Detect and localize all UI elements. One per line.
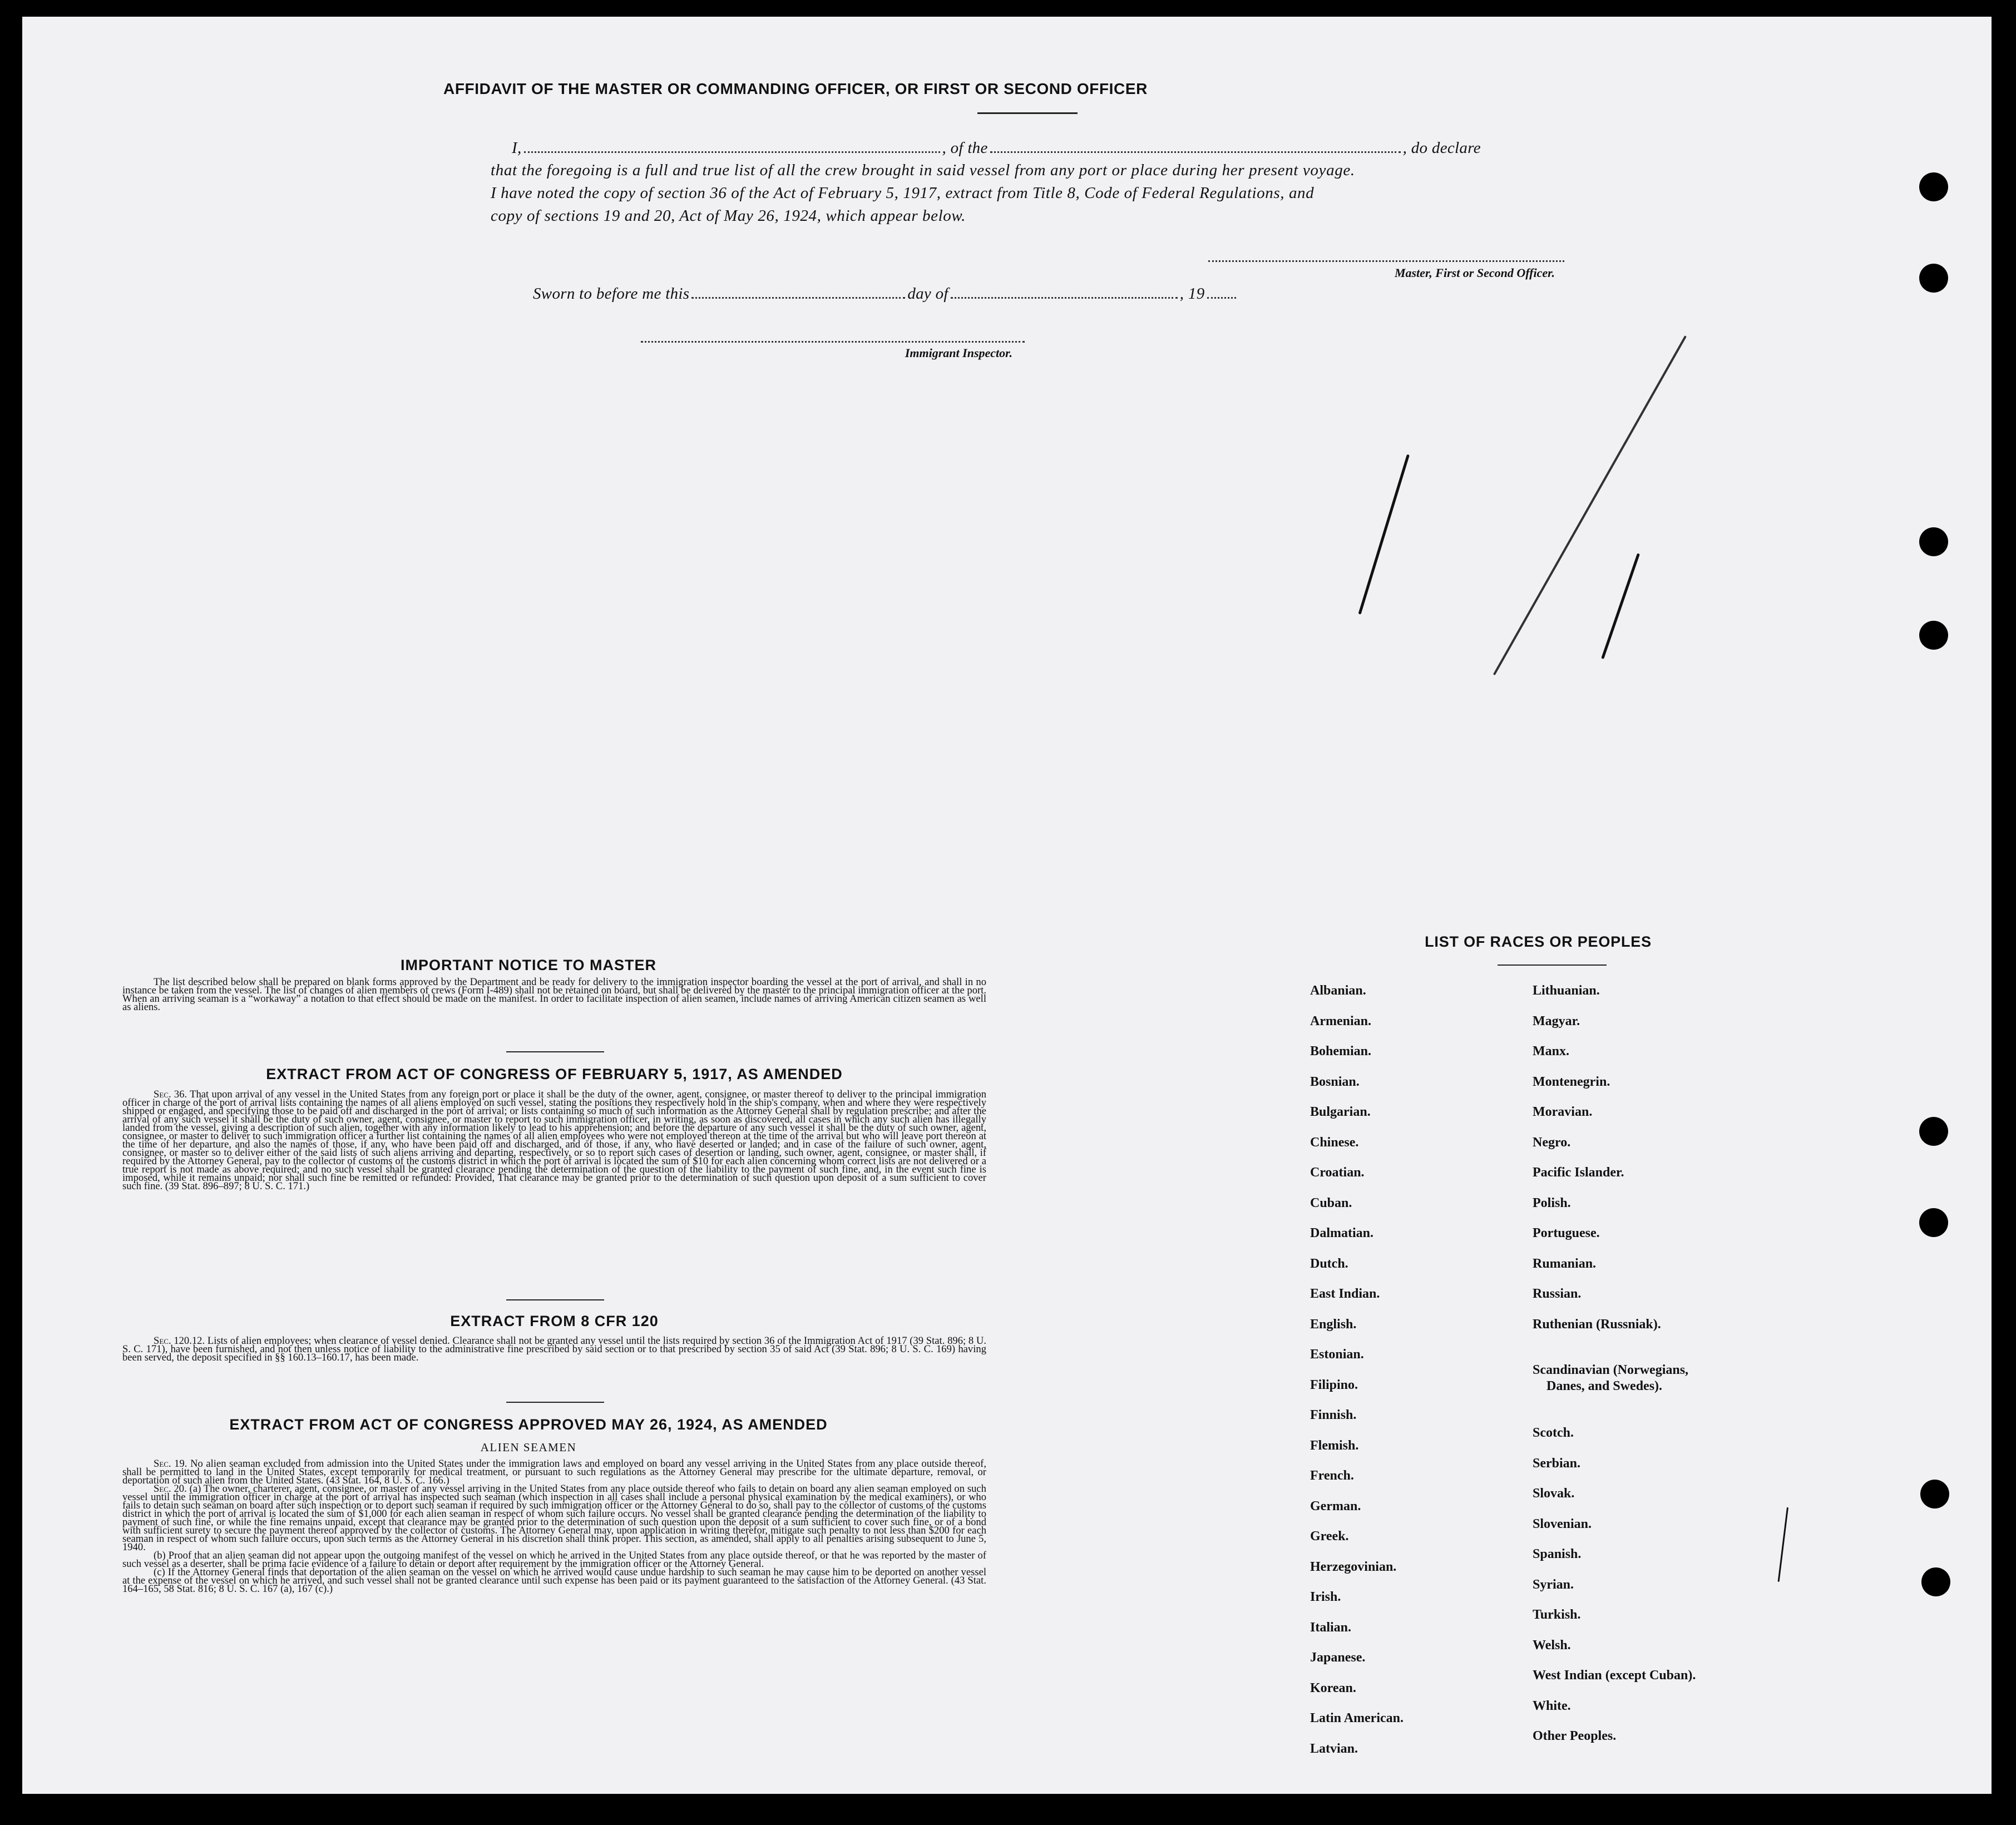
alien-seamen-subtitle: ALIEN SEAMEN xyxy=(480,1441,577,1454)
inspector-signature-line[interactable] xyxy=(641,341,1025,343)
extract-cfr-body xyxy=(122,1337,986,1362)
sworn-day-blank[interactable] xyxy=(691,297,905,299)
race-item: German. xyxy=(1310,1498,1361,1514)
affidavit-title-rule xyxy=(977,112,1078,114)
affidavit-line-3: I have noted the copy of section 36 of the Act of February 5, 1917, extract from Title 8, Code of Federal Regulations, and xyxy=(491,184,1315,202)
race-item: Chinese. xyxy=(1310,1135,1359,1150)
race-item: Syrian. xyxy=(1533,1577,1574,1592)
race-item: Montenegrin. xyxy=(1533,1074,1610,1089)
notice-title: IMPORTANT NOTICE TO MASTER xyxy=(401,957,656,973)
race-item: Pacific Islander. xyxy=(1533,1165,1624,1180)
sec-20c-text: (c) If the Attorney General finds that deportation of the alien seaman on the vessel on which he arrived would cause undue hardship to such seaman he may cause him to be deported on another vessel at the expense of the vessel on which he arrived, and such vessel shall not be granted clearance until such expense has been paid or its payment guaranteed to the satisfaction of the Attorney General. (43 Stat. 164–165, 58 Stat. 816; 8 U. S. C. 167 (a), 167 (c).) xyxy=(122,1566,986,1595)
race-item: Japanese. xyxy=(1310,1650,1366,1665)
affidavit-line-4: copy of sections 19 and 20, Act of May 26, 1924, which appear below. xyxy=(491,207,966,225)
sworn-year-blank[interactable] xyxy=(1207,297,1236,299)
race-item: Moravian. xyxy=(1533,1105,1593,1119)
race-item: Filipino. xyxy=(1310,1377,1358,1392)
punch-hole xyxy=(1919,621,1948,650)
pen-stroke-3 xyxy=(1601,553,1640,659)
extract-1924-title: EXTRACT FROM ACT OF CONGRESS APPROVED MAY 26, 1924, AS AMENDED xyxy=(229,1416,828,1433)
sworn-prefix: Sworn to before me this xyxy=(533,285,690,303)
race-item: Latin American. xyxy=(1310,1711,1404,1725)
sec-120-label: Sec. 120.12. xyxy=(154,1335,205,1347)
sec-120-text: Lists of alien employees; when clearance of vessel denied. Clearance shall not be granted any vessel until the lists required by section 36 of the Immigration Act of 1917 (39 Stat. 896; 8 U. S. C. 171), have been furnished, and not then unless notice of liability to the administrative fine prescribed by said section or to that prescribed by section 35 of said Act (39 Stat. 896; 8 U. S. C. 169) having been served, the deposit specified in §§ 160.13–160.17, has been made. xyxy=(122,1335,987,1363)
race-item: Scandinavian (Norwegians, xyxy=(1533,1363,1689,1377)
race-item: East Indian. xyxy=(1310,1287,1380,1301)
race-item: Latvian. xyxy=(1310,1741,1358,1756)
race-item: Magyar. xyxy=(1533,1013,1580,1028)
master-signature-line[interactable] xyxy=(1208,260,1564,262)
inspector-caption: Immigrant Inspector. xyxy=(905,346,1012,360)
affidavit-line-2: that the foregoing is a full and true list of all the crew brought in said vessel from any port or place during her present voyage. xyxy=(491,161,1355,179)
races-title-rule xyxy=(1498,965,1607,966)
extract-1924-body xyxy=(122,1460,986,1593)
sworn-month-blank[interactable] xyxy=(951,297,1178,299)
race-item: Slovenian. xyxy=(1533,1516,1592,1531)
race-item: Albanian. xyxy=(1310,983,1366,998)
punch-hole xyxy=(1919,1117,1948,1146)
race-item: Other Peoples. xyxy=(1533,1729,1617,1743)
name-blank[interactable] xyxy=(524,151,940,153)
sec-20-label: Sec. 20. xyxy=(154,1483,187,1495)
race-item: Herzegovinian. xyxy=(1310,1559,1397,1574)
sworn-year: , 19 xyxy=(1179,285,1205,303)
sec-20b-text: (b) Proof that an alien seaman did not appear upon the outgoing manifest of the vessel on which he arrived in the United States from any place outside thereof, or that he was reported by the master of such vessel as a deserter, shall be prima facie evidence of a failure to detain or deport after requirement by the immigration officer or the Attorney General. xyxy=(122,1550,986,1570)
extract-cfr-rule xyxy=(506,1402,604,1403)
races-title: LIST OF RACES OR PEOPLES xyxy=(1425,933,1652,950)
race-item: Scotch. xyxy=(1533,1426,1574,1440)
punch-hole xyxy=(1919,172,1948,201)
extract-1917-body xyxy=(122,1090,986,1190)
race-item: Korean. xyxy=(1310,1680,1356,1695)
race-item: Greek. xyxy=(1310,1529,1349,1544)
race-item: Croatian. xyxy=(1310,1165,1365,1180)
notice-body xyxy=(122,978,986,1011)
races-left-column xyxy=(1310,983,1533,1784)
sec-19-text: No alien seaman excluded from admission into the United States under the immigration laws and employed on board any vessel arriving in the United States from any place outside thereof, shall be permitted to land in the United States, except temporarily for medical treatment, or pursuant to such regulations as the Attorney General may prescribe for the ultimate departure, removal, or deportation of such alien from the United States. (43 Stat. 164, 8 U. S. C. 166.) xyxy=(122,1458,987,1486)
vessel-blank[interactable] xyxy=(990,151,1401,153)
race-item: Cuban. xyxy=(1310,1195,1352,1210)
sec-36-label: Sec. 36. xyxy=(154,1089,187,1100)
race-item: Bulgarian. xyxy=(1310,1105,1371,1119)
race-item: Manx. xyxy=(1533,1044,1569,1059)
race-item: Italian. xyxy=(1310,1620,1352,1635)
form-sheet xyxy=(22,17,1992,1794)
race-item: Dutch. xyxy=(1310,1256,1348,1271)
race-item: Portuguese. xyxy=(1533,1226,1600,1240)
race-item: Russian. xyxy=(1533,1287,1582,1301)
race-item: Slovak. xyxy=(1533,1486,1575,1501)
affidavit-declaration xyxy=(512,139,1481,157)
punch-hole xyxy=(1919,1208,1948,1237)
sec-36-text: That upon arrival of any vessel in the United States from any foreign port or place it shall be the duty of the owner, agent, consignee, or master thereof to deliver to the principal immigration officer in charge of the port of arrival lists containing the names of all aliens employed on such vessel, stating the positions they respectively hold in the ship's company, when and where they were respectively shipped or engaged, and specifying those to be paid off and discharged in the port of arrival; or lists containing so much of such information as the Attorney General shall by regulation prescribe; and after the arrival of any such vessel it shall be the duty of such owner, agent, consignee, or master to report to such immigration officer, in writing, as soon as discovered, all cases in which any such alien has illegally landed from the vessel, giving a description of such alien, together with any information likely to lead to his apprehension; and before the departure of any such vessel it shall be the duty of such owner, agent, consignee, or master to deliver to such immigration officer a further list containing the names of all alien employees who were not employed thereon at the time of the arrival but who will leave port thereon at the time of her departure, and also the names of those, if any, who have been paid off and discharged, and of those, if any, who have deserted or landed; and in case of the failure of such owner, agent, consignee, or master so to deliver either of the said lists of such aliens arriving and departing, respectively, or so to report such cases of desertion or landing, such owner, agent, consignee, or master shall, if required by the Attorney General, pay to the collector of customs of the customs district in which the port of arrival is located the sum of $10 for each alien concerning whom correct lists are not delivered or a true report is not made as above required; and no such vessel shall be granted clearance pending the determination of the question of the liability to the payment of such fine, and, in the event such fine is imposed, while it remains unpaid; nor shall such fine be remitted or refunded: Provided, That clearance may be granted prior to the determination of such question upon deposit of a sum sufficient to cover such fine. (39 Stat. 896–897; 8 U. S. C. 171.) xyxy=(122,1089,986,1192)
race-item: Turkish. xyxy=(1533,1608,1581,1622)
extract-cfr-title: EXTRACT FROM 8 CFR 120 xyxy=(450,1313,659,1329)
master-caption: Master, First or Second Officer. xyxy=(1394,266,1555,280)
race-item: White. xyxy=(1533,1698,1571,1713)
race-item: West Indian (except Cuban). xyxy=(1533,1668,1696,1683)
extract-1917-title: EXTRACT FROM ACT OF CONGRESS OF FEBRUARY 5, 1917, AS AMENDED xyxy=(266,1066,843,1082)
punch-hole xyxy=(1919,264,1948,293)
sec-20a-text: (a) The owner, charterer, agent, consignee, or master of any vessel arriving in the United States from any place outside thereof who fails to detain on board any alien seaman employed on such vessel until the immigration officer in charge at the port of arrival has inspected such seaman (which inspection in all cases shall include a personal physical examination by the medical examiners), or who fails to detain such seaman on board after such inspection or to deport such seaman if required by such immigration officer or the Attorney General to do so, shall pay to the collector of customs of the customs district in which the port of arrival is located the sum of $1,000 for each alien seaman in respect of whom such failure occurs. No vessel shall be granted clearance pending the determination of the liability to payment of such fine, or while the fine remains unpaid, except that clearance may be granted prior to the determination of such question upon the deposit of a sum sufficient to cover such fine, or of a bond with sufficient surety to secure the payment thereof approved by the collector of customs. The Attorney General may, upon application in writing therefor, mitigate such penalty to not less than $200 for each seaman in respect of whom such failure occurs, upon such terms as the Attorney General in his discretion shall think proper. This section, as amended, shall apply to all penalties arising subsequent to June 5, 1940. xyxy=(122,1483,986,1553)
declare-end: , do declare xyxy=(1402,139,1481,157)
affidavit-title: AFFIDAVIT OF THE MASTER OR COMMANDING OFFICER, OR FIRST OR SECOND OFFICER xyxy=(443,80,1148,97)
race-item: Rumanian. xyxy=(1533,1256,1597,1271)
race-item: French. xyxy=(1310,1468,1354,1483)
declare-of-the: , of the xyxy=(942,139,988,157)
race-item: Lithuanian. xyxy=(1533,983,1600,998)
race-item: English. xyxy=(1310,1317,1357,1332)
race-item: Polish. xyxy=(1533,1195,1571,1210)
race-item: Welsh. xyxy=(1533,1638,1571,1653)
sworn-line xyxy=(533,285,1238,303)
race-item: Bosnian. xyxy=(1310,1074,1360,1089)
race-item: Negro. xyxy=(1533,1135,1571,1150)
pen-stroke-2 xyxy=(1493,335,1687,675)
race-item: Armenian. xyxy=(1310,1013,1371,1028)
punch-hole xyxy=(1920,1480,1949,1509)
race-item: Ruthenian (Russniak). xyxy=(1533,1317,1661,1332)
race-item: Estonian. xyxy=(1310,1347,1364,1362)
races-right-column xyxy=(1533,983,1788,1784)
pen-stroke-1 xyxy=(1358,454,1410,615)
race-item: Danes, and Swedes). xyxy=(1546,1378,1663,1393)
race-item: Spanish. xyxy=(1533,1547,1582,1561)
punch-hole xyxy=(1921,1567,1950,1596)
declare-i: I, xyxy=(512,139,522,157)
race-item: Finnish. xyxy=(1310,1408,1357,1422)
extract-1917-rule xyxy=(506,1299,604,1300)
race-item: Irish. xyxy=(1310,1590,1341,1604)
sec-19-label: Sec. 19. xyxy=(154,1458,187,1470)
sworn-day-of: day of xyxy=(907,285,948,303)
notice-text: The list described below shall be prepared on blank forms approved by the Department and be ready for delivery to the immigration inspector boarding the vessel at the port of arrival, and shall in no instance be taken from the vessel. The list of changes of alien members of crews (Form I-489) shall not be retained on board, but shall be delivered by the master to the principal immigration officer at the port. When an arriving seaman is a “workaway” a notation to that effect should be made on the manifest. In order to facilitate inspection of alien seamen, include names of arriving American citizen seamen as well as aliens. xyxy=(122,976,986,1013)
race-item: Dalmatian. xyxy=(1310,1226,1373,1240)
notice-rule xyxy=(506,1051,604,1052)
race-item: Serbian. xyxy=(1533,1456,1581,1471)
punch-hole xyxy=(1919,527,1948,556)
race-item: Flemish. xyxy=(1310,1438,1359,1453)
race-item: Bohemian. xyxy=(1310,1044,1372,1059)
